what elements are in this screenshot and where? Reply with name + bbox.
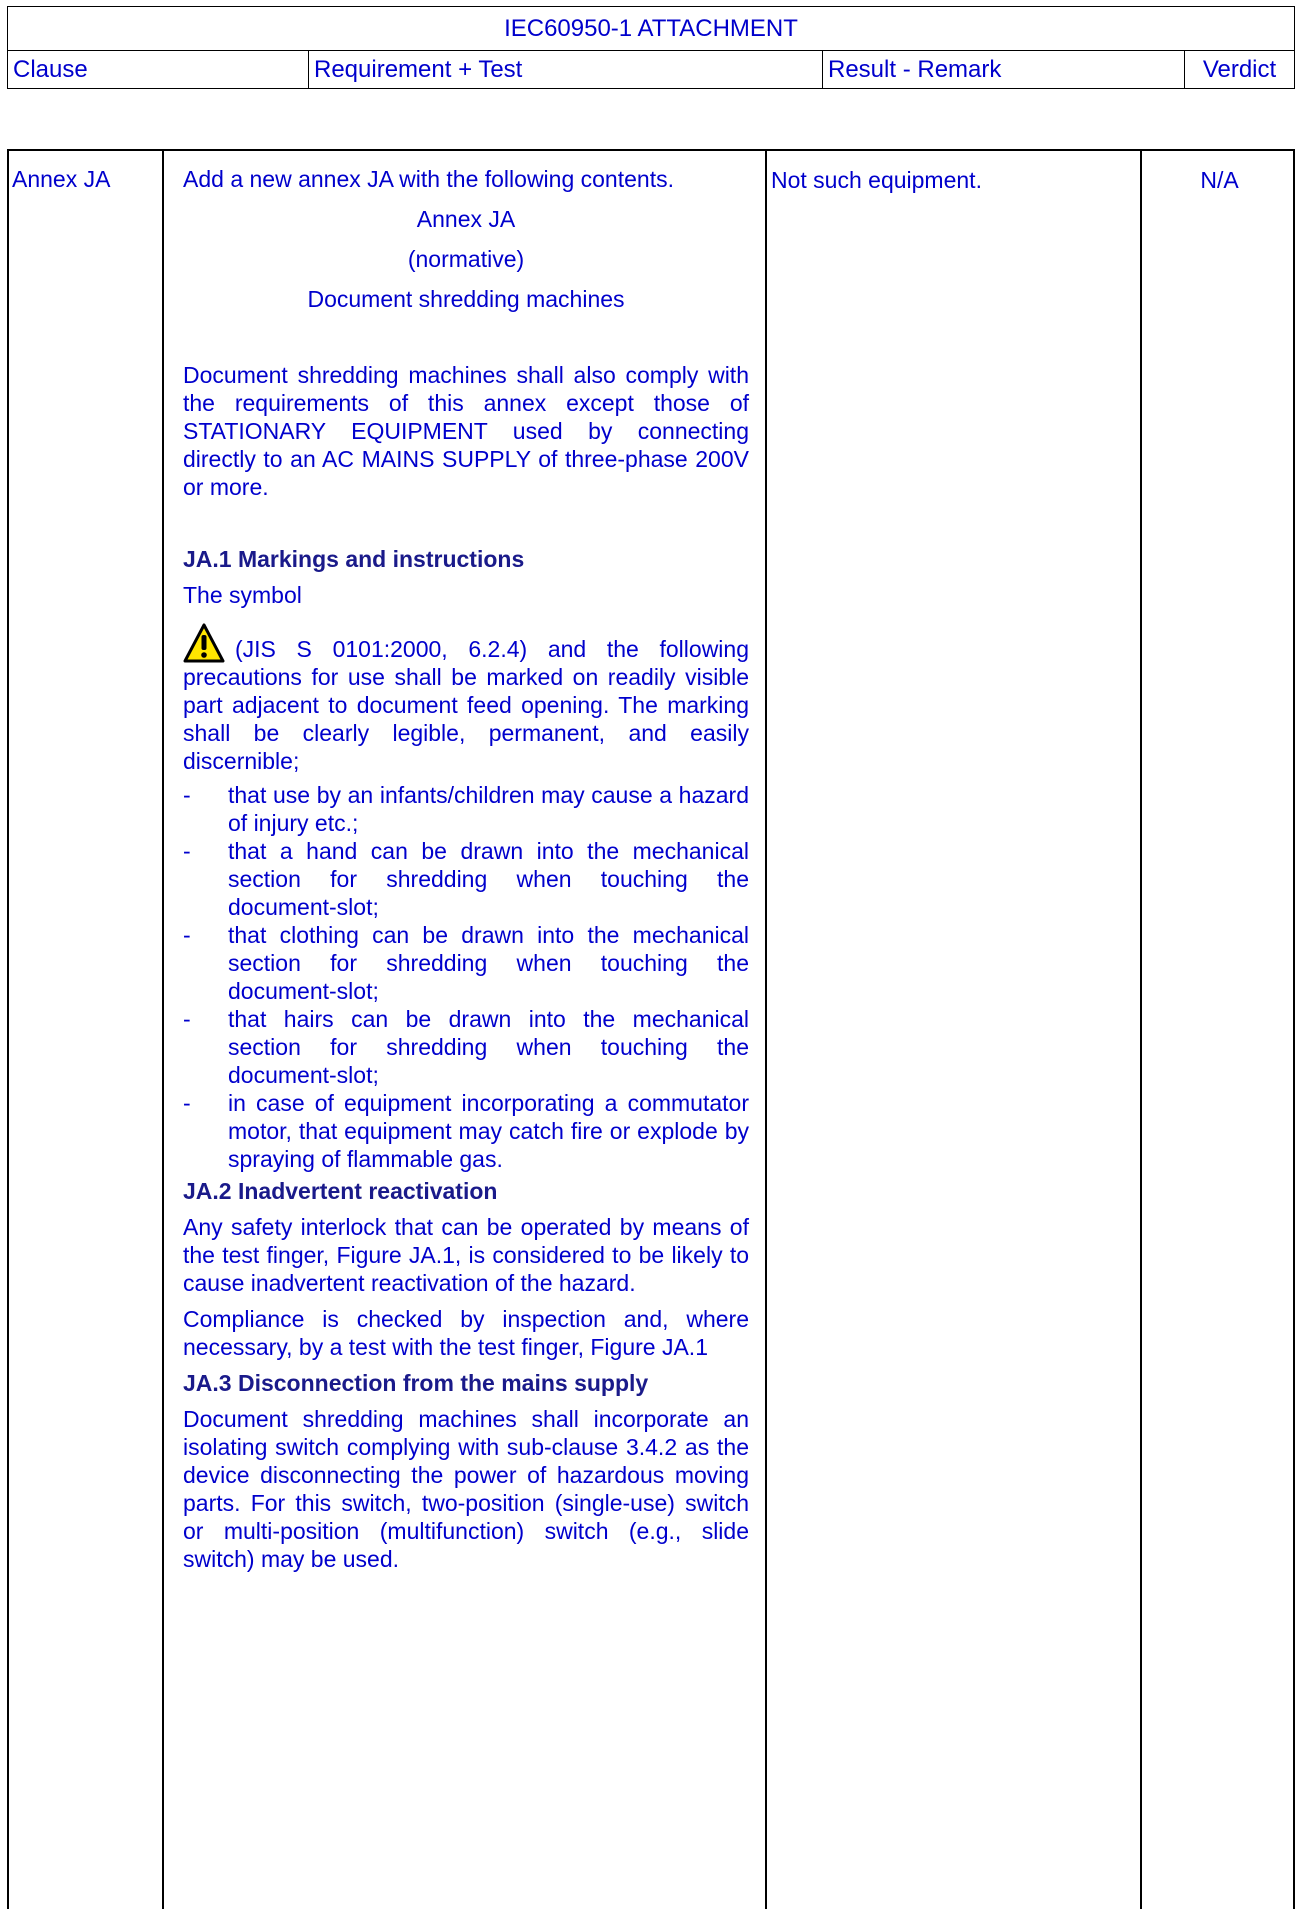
column-header-verdict: Verdict bbox=[1202, 56, 1277, 83]
ja1-heading: JA.1 Markings and instructions bbox=[183, 546, 525, 572]
table-border-left bbox=[7, 149, 9, 1909]
bullet-dash: - bbox=[183, 838, 191, 864]
column-divider-result bbox=[1140, 149, 1142, 1909]
column-header-row bbox=[8, 51, 1294, 88]
table-top-border bbox=[7, 149, 1295, 151]
list-item: - that use by an infants/children may cause a hazard of injury etc.; bbox=[183, 782, 749, 836]
warning-triangle-icon bbox=[183, 623, 225, 663]
ja2-text-2: Compliance is checked by inspection and, where necessary, by a test with the test finger, Figure JA.1 bbox=[183, 1306, 749, 1360]
column-header-result: Result - Remark bbox=[823, 51, 1185, 88]
verdict-cell: N/A bbox=[1200, 167, 1239, 193]
annex-title: Annex JA bbox=[416, 206, 516, 232]
ja1-symbol-label: The symbol bbox=[183, 582, 302, 608]
ja1-symbol-text: (JIS S 0101:2000, 6.2.4) and the following precautions for use shall be marked on readily visible part adjacent to document feed opening. The marking shall be clearly legible, permanent, and easily discernible; bbox=[183, 636, 749, 774]
ja3-text: Document shredding machines shall incorporate an isolating switch complying with sub-clause 3.4.2 as the device disconnecting the power of hazardous moving parts. For this switch, two-position (single-use) switch or multi-position (multifunction) switch (e.g., slide switch) may be used. bbox=[183, 1406, 749, 1572]
list-item: - in case of equipment incorporating a commutator motor, that equipment may catch fire or explode by spraying of flammable gas. bbox=[183, 1090, 749, 1172]
bullet-dash: - bbox=[183, 782, 191, 808]
list-item: - that a hand can be drawn into the mechanical section for shredding when touching the document-slot; bbox=[183, 838, 749, 920]
annex-type: (normative) bbox=[407, 246, 525, 272]
clause-table bbox=[7, 149, 1295, 1909]
ja1-precautions-list bbox=[183, 781, 749, 1173]
list-item: - that hairs can be drawn into the mechanical section for shredding when touching the document-slot; bbox=[183, 1006, 749, 1088]
bullet-dash: - bbox=[183, 1090, 191, 1116]
scope-text: Document shredding machines shall also comply with the requirements of this annex except those of STATIONARY EQUIPMENT used by connecting directly to an AC MAINS SUPPLY of three-phase 200V or more. bbox=[183, 362, 749, 500]
ja2-text-1: Any safety interlock that can be operated by means of the test finger, Figure JA.1, is considered to be likely to cause inadvertent reactivation of the hazard. bbox=[183, 1214, 749, 1296]
table-border-right bbox=[1293, 149, 1295, 1909]
attachment-header bbox=[7, 6, 1295, 89]
annex-name: Document shredding machines bbox=[307, 286, 625, 312]
intro-text: Add a new annex JA with the following contents. bbox=[183, 166, 674, 192]
clause-cell: Annex JA bbox=[12, 166, 111, 192]
ja1-symbol-paragraph bbox=[183, 623, 749, 775]
list-item: - that clothing can be drawn into the mechanical section for shredding when touching the document-slot; bbox=[183, 922, 749, 1004]
ja3-heading: JA.3 Disconnection from the mains supply bbox=[183, 1370, 649, 1396]
column-header-clause: Clause bbox=[8, 51, 309, 88]
result-remark-cell: Not such equipment. bbox=[771, 167, 982, 193]
column-divider-clause bbox=[162, 149, 164, 1909]
requirement-cell bbox=[183, 165, 749, 1573]
bullet-dash: - bbox=[183, 922, 191, 948]
attachment-title: IEC60950-1 ATTACHMENT bbox=[8, 7, 1294, 51]
ja2-heading: JA.2 Inadvertent reactivation bbox=[183, 1178, 498, 1204]
column-header-requirement: Requirement + Test bbox=[309, 51, 823, 88]
bullet-dash: - bbox=[183, 1006, 191, 1032]
column-divider-requirement bbox=[765, 149, 767, 1909]
